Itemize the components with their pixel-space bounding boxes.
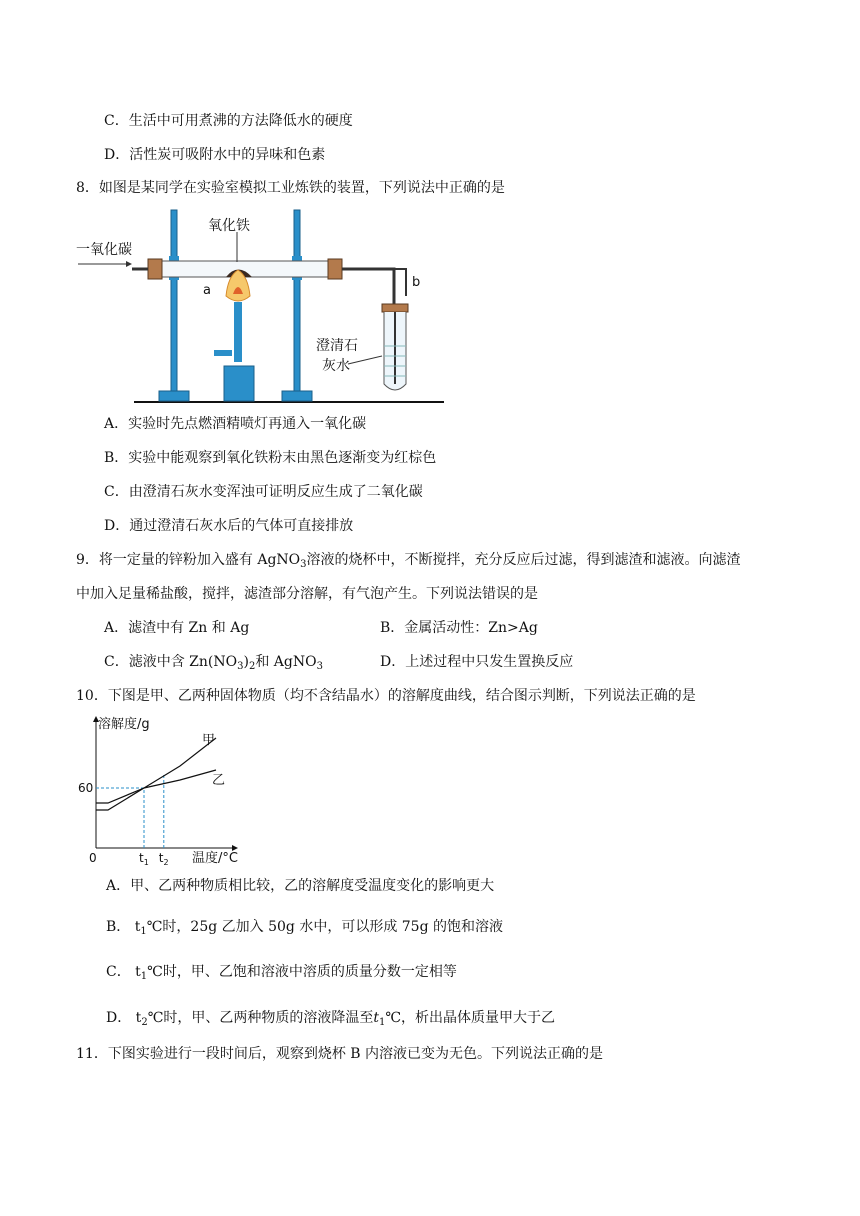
label-limewater-2: 灰水: [322, 358, 350, 374]
series-yi-line: [96, 770, 216, 810]
q8-option-d: D．通过澄清石灰水后的气体可直接排放: [104, 518, 354, 534]
q8-stem: 8．如图是某同学在实验室模拟工业炼铁的装置，下列说法中正确的是: [76, 180, 505, 196]
q8-option-c: C．由澄清石灰水变浑浊可证明反应生成了二氧化碳: [104, 484, 423, 500]
y-axis-label: 溶解度/g: [98, 717, 150, 732]
x-axis-label: 温度/°C: [192, 851, 238, 866]
y-tick-60: 60: [78, 781, 94, 795]
series-yi-label: 乙: [212, 773, 226, 788]
q10-option-a: A．甲、乙两种物质相比较，乙的溶解度受温度变化的影响更大: [106, 878, 495, 894]
x-tick-t1: $t_1$: [139, 851, 149, 867]
x-tick-t2: $t_2$: [158, 851, 169, 867]
series-jia-line: [96, 738, 216, 803]
q10-option-c: C． $t_1℃$时，甲、乙饱和溶液中溶质的质量分数一定相等: [106, 964, 457, 982]
label-a: a: [203, 283, 211, 298]
origin-label: 0: [89, 851, 97, 865]
q9-option-b: B．金属活动性：Zn>Ag: [380, 620, 538, 636]
q7-option-c: C．生活中可用煮沸的方法降低水的硬度: [104, 113, 353, 129]
q10-option-b: B． $t_1℃$时，25g 乙加入 50g 水中，可以形成 75g 的饱和溶液: [106, 919, 503, 937]
label-co: 一氧化碳: [76, 242, 132, 258]
q8-option-a: A．实验时先点燃酒精喷灯再通入一氧化碳: [104, 416, 367, 432]
q9-option-d: D．上述过程中只发生置换反应: [380, 654, 574, 670]
q7-option-d: D．活性炭可吸附水中的异味和色素: [104, 147, 326, 163]
iron-smelting-apparatus-figure: [76, 206, 446, 406]
q11-stem: 11．下图实验进行一段时间后，观察到烧杯 B 内溶液已变为无色。下列说法正确的是: [76, 1046, 604, 1062]
q9-option-a: A．滤渣中有 Zn 和 Ag: [104, 620, 250, 636]
q9-option-c: C．滤液中含 $Zn(NO_3)_2$和 AgNO$_3$: [104, 654, 323, 672]
label-iron-oxide: 氧化铁: [208, 218, 250, 234]
series-jia-label: 甲: [202, 733, 216, 748]
q9-stem-line2: 中加入足量稀盐酸，搅拌，滤渣部分溶解，有气泡产生。下列说法错误的是: [76, 586, 538, 602]
label-b: b: [412, 275, 421, 290]
label-limewater-1: 澄清石: [316, 338, 358, 354]
solubility-chart: [78, 712, 256, 868]
q10-stem: 10．下图是甲、乙两种固体物质（均不含结晶水）的溶解度曲线，结合图示判断，下列说法正确的是: [76, 688, 696, 704]
q8-option-b: B．实验中能观察到氧化铁粉末由黑色逐渐变为红棕色: [104, 450, 437, 466]
q10-option-d: D． $t_2℃$时，甲、乙两种物质的溶液降温至$t_1℃$，析出晶体质量甲大于乙: [106, 1010, 556, 1028]
q9-stem-line1: 9．将一定量的锌粉加入盛有 AgNO$_3$溶液的烧杯中，不断搅拌，充分反应后过滤，得到滤渣和滤液。向滤渣: [76, 552, 741, 570]
